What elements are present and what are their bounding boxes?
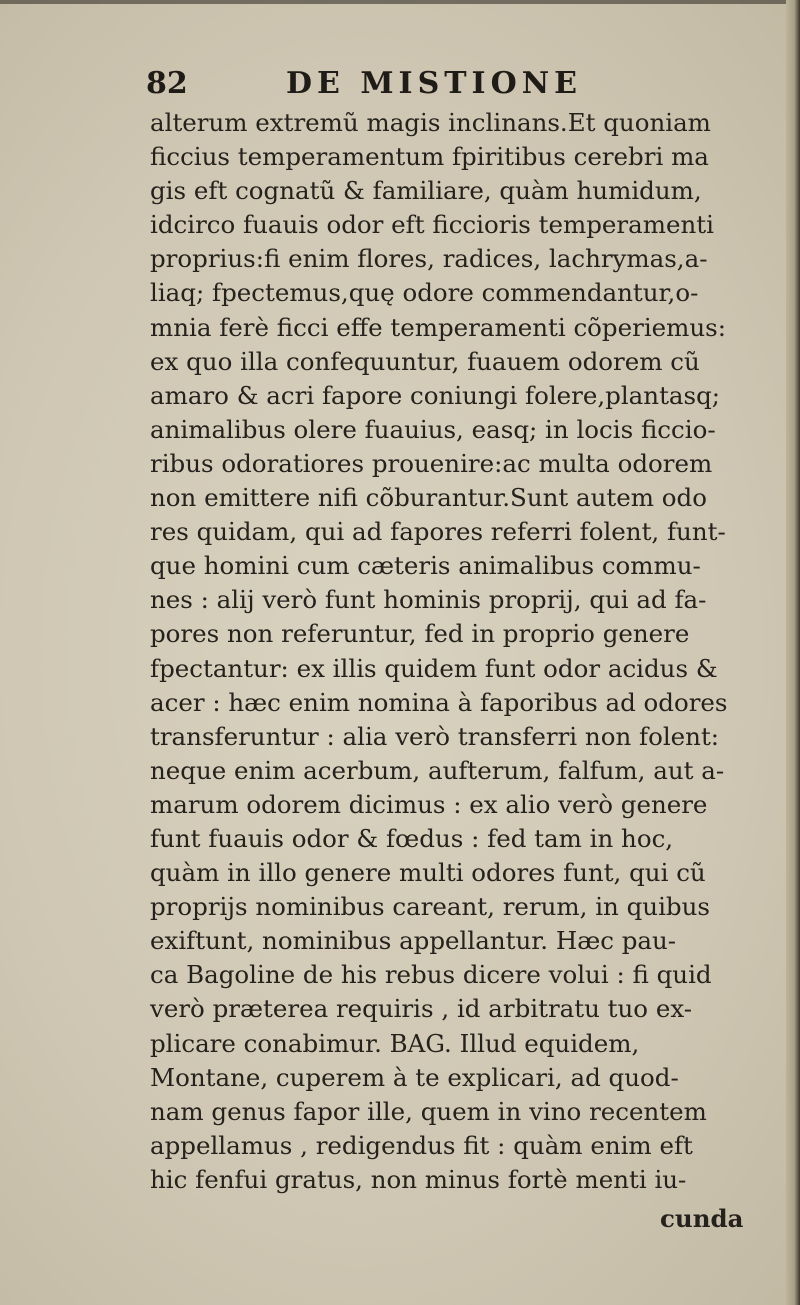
text-line: nam genus fapor ille, quem in vino recentem bbox=[150, 1096, 707, 1126]
text-line: mnia ferè ficci effe temperamenti cõperiemus: bbox=[150, 312, 727, 342]
text-line: funt fuauis odor & fœdus : fed tam in hoc, bbox=[150, 823, 674, 853]
text-line: acer : hæc enim nomina à faporibus ad odores bbox=[150, 687, 728, 717]
text-line: gis eft cognatũ & familiare, quàm humidum, bbox=[150, 176, 702, 206]
page-number: 82 bbox=[146, 66, 188, 101]
text-line: neque enim acerbum, aufterum, falfum, aut a- bbox=[150, 755, 725, 785]
text-line: proprius:fi enim flores, radices, lachrymas,a- bbox=[150, 244, 708, 274]
text-line: que homini cum cæteris animalibus commu- bbox=[150, 551, 701, 581]
text-line: non emittere nifi cõburantur.Sunt autem odo bbox=[150, 483, 707, 513]
text-line: transferuntur : alia verò transferri non folent: bbox=[150, 721, 720, 751]
text-line: animalibus olere fuauius, easq; in locis ficcio- bbox=[150, 414, 716, 444]
catchword: cunda bbox=[660, 1204, 744, 1233]
text-line: fpectantur: ex illis quidem funt odor acidus & bbox=[150, 653, 718, 683]
page-header bbox=[146, 66, 746, 110]
text-line: quàm in illo genere multi odores funt, qui cũ bbox=[150, 858, 706, 888]
page-binding-edge bbox=[786, 0, 800, 1305]
running-title: DE MISTIONE bbox=[286, 66, 583, 101]
body-text bbox=[150, 106, 760, 1197]
text-line: nes : alij verò funt hominis proprij, qui ad fa- bbox=[150, 585, 707, 615]
text-line: ca Bagoline de his rebus dicere volui : fi quid bbox=[150, 960, 712, 990]
text-line: verò præterea requiris , id arbitratu tuo ex- bbox=[150, 994, 693, 1024]
text-line: alterum extremũ magis inclinans.Et quoniam bbox=[150, 108, 711, 137]
text-line: Montane, cuperem à te explicari, ad quod- bbox=[150, 1062, 679, 1092]
text-line: plicare conabimur. BAG. Illud equidem, bbox=[150, 1028, 640, 1058]
text-line: proprijs nominibus careant, rerum, in quibus bbox=[150, 892, 710, 922]
text-line: marum odorem dicimus : ex alio verò genere bbox=[150, 789, 708, 819]
page-top-edge bbox=[0, 0, 800, 4]
text-line: ex quo illa confequuntur, fuauem odorem cũ bbox=[150, 346, 700, 376]
text-line: amaro & acri fapore coniungi folere,plantasq; bbox=[150, 380, 721, 410]
text-line: ribus odoratiores prouenire:ac multa odorem bbox=[150, 448, 713, 478]
text-line: pores non referuntur, fed in proprio genere bbox=[150, 619, 690, 649]
text-line: res quidam, qui ad fapores referri folent, funt- bbox=[150, 517, 726, 547]
text-line: appellamus , redigendus fit : quàm enim eft bbox=[150, 1130, 693, 1160]
text-line: hic fenfui gratus, non minus fortè menti iu- bbox=[150, 1164, 687, 1194]
text-line: idcirco fuauis odor eft ficcioris temperamenti bbox=[150, 210, 714, 240]
text-line: ficcius temperamentum fpiritibus cerebri ma bbox=[150, 142, 709, 172]
text-line: exiftunt, nominibus appellantur. Hæc pau- bbox=[150, 926, 677, 956]
text-line: liaq; fpectemus,quę odore commendantur,o- bbox=[150, 278, 699, 308]
